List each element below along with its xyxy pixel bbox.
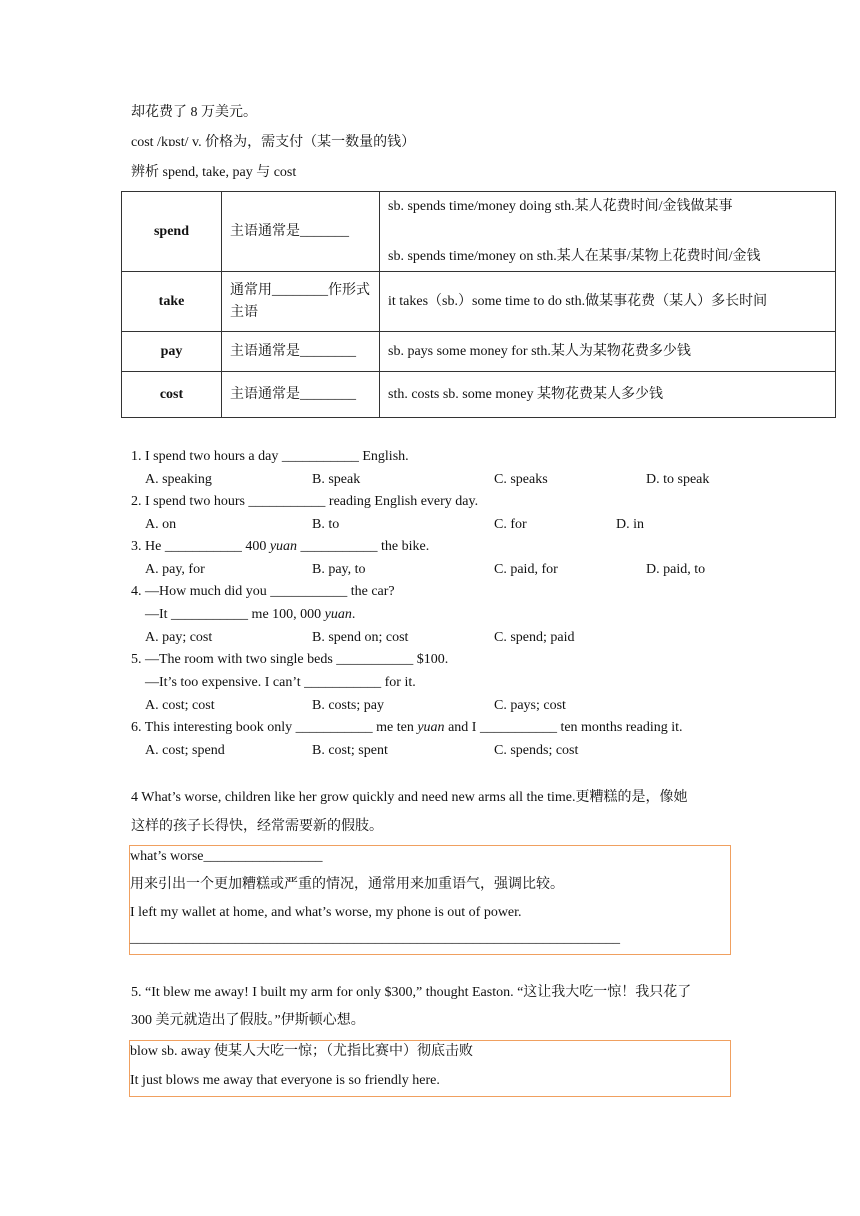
section-5-translation: 300 美元就造出了假肢。”伊斯顿心想。 [131,1013,365,1028]
table-cell-subject: 主语通常是________ [222,332,380,372]
question-5-stem: 5. —The room with two single beds ___________ $100. [131,652,449,667]
section-4-translation: 这样的孩子长得快，经常需要新的假肢。 [131,819,383,834]
question-2-option-a: A. on [145,517,177,532]
note-box-title: what’s worse_________________ [130,849,323,864]
intro-line-1: 却花费了 8 万美元。 [131,105,257,120]
question-6-option-c: C. spends; cost [494,743,579,758]
table-cell-word: pay [122,332,222,372]
table-cell-usage [380,192,836,272]
question-1-option-b: B. speak [312,472,361,487]
table-cell-subject: 主语通常是_______ [222,192,380,272]
question-4-option-b: B. spend on; cost [312,630,409,645]
question-3-option-c: C. paid, for [494,562,558,577]
usage-line: sb. spends time/money on sth.某人在某事/某物上花费时间/金钱 [388,248,761,264]
table-cell-usage: sth. costs sb. some money 某物花费某人多少钱 [380,372,836,418]
question-1-stem: 1. I spend two hours a day ___________ English. [131,449,409,464]
note-box-example: It just blows me away that everyone is so friendly here. [130,1073,440,1088]
question-4-option-c: C. spend; paid [494,630,575,645]
table-cell-usage: it takes（sb.）some time to do sth.做某事花费（某人）多长时间 [380,272,836,332]
table-cell-word: take [122,272,222,332]
intro-line-3: 辨析 spend, take, pay 与 cost [131,165,297,180]
table-row [122,372,836,418]
question-2-option-c: C. for [494,517,527,532]
table-row [122,272,836,332]
section-5-sentence: 5. “It blew me away! I built my arm for only $300,” thought Easton. “这让我大吃一惊！我只花了 [131,985,692,1000]
usage-line: sb. spends time/money doing sth.某人花费时间/金钱做某事 [388,198,733,214]
question-2-option-b: B. to [312,517,340,532]
note-box-explanation: 用来引出一个更加糟糕或严重的情况，通常用来加重语气，强调比较。 [130,877,564,892]
table-row [122,332,836,372]
question-5-stem-2: —It’s too expensive. I can’t ___________ for it. [145,675,416,690]
note-box-title: blow sb. away 使某人大吃一惊；（尤指比赛中）彻底击败 [130,1044,473,1059]
note-box-blow-away [129,1040,731,1097]
question-1-option-a: A. speaking [145,472,212,487]
question-4-option-a: A. pay; cost [145,630,213,645]
question-2-option-d: D. in [616,517,644,532]
table-row [122,192,836,272]
question-3-option-b: B. pay, to [312,562,366,577]
table-cell-subject: 通常用________作形式主语 [222,272,380,332]
question-3-option-a: A. pay, for [145,562,205,577]
question-1-option-d: D. to speak [646,472,710,487]
question-6-option-a: A. cost; spend [145,743,225,758]
table-cell-word: cost [122,372,222,418]
question-6-stem: 6. This interesting book only ___________ me ten yuan and I ___________ ten months reading it. [131,720,683,735]
question-6-option-b: B. cost; spent [312,743,388,758]
table-cell-word: spend [122,192,222,272]
note-box-example: I left my wallet at home, and what’s worse, my phone is out of power. [130,905,522,920]
intro-line-2: cost /kɒst/ v. 价格为，需支付（某一数量的钱） [131,135,416,150]
question-3-stem: 3. He ___________ 400 yuan ___________ the bike. [131,539,430,554]
question-3-option-d: D. paid, to [646,562,706,577]
question-2-stem: 2. I spend two hours ___________ reading English every day. [131,494,479,509]
question-4-stem: 4. —How much did you ___________ the car? [131,584,395,599]
question-5-option-a: A. cost; cost [145,698,215,713]
question-4-stem-2: —It ___________ me 100, 000 yuan. [145,607,356,622]
table-cell-usage: sb. pays some money for sth.某人为某物花费多少钱 [380,332,836,372]
question-1-option-c: C. speaks [494,472,548,487]
question-5-option-c: C. pays; cost [494,698,566,713]
table-cell-subject: 主语通常是________ [222,372,380,418]
comparison-table [121,191,836,418]
question-5-option-b: B. costs; pay [312,698,384,713]
section-4-sentence: 4 What’s worse, children like her grow quickly and need new arms all the time.更糟糕的是，像她 [131,790,688,805]
note-box-whats-worse [129,845,731,955]
note-box-blank-line: ______________________________________________________________________ [130,931,620,946]
